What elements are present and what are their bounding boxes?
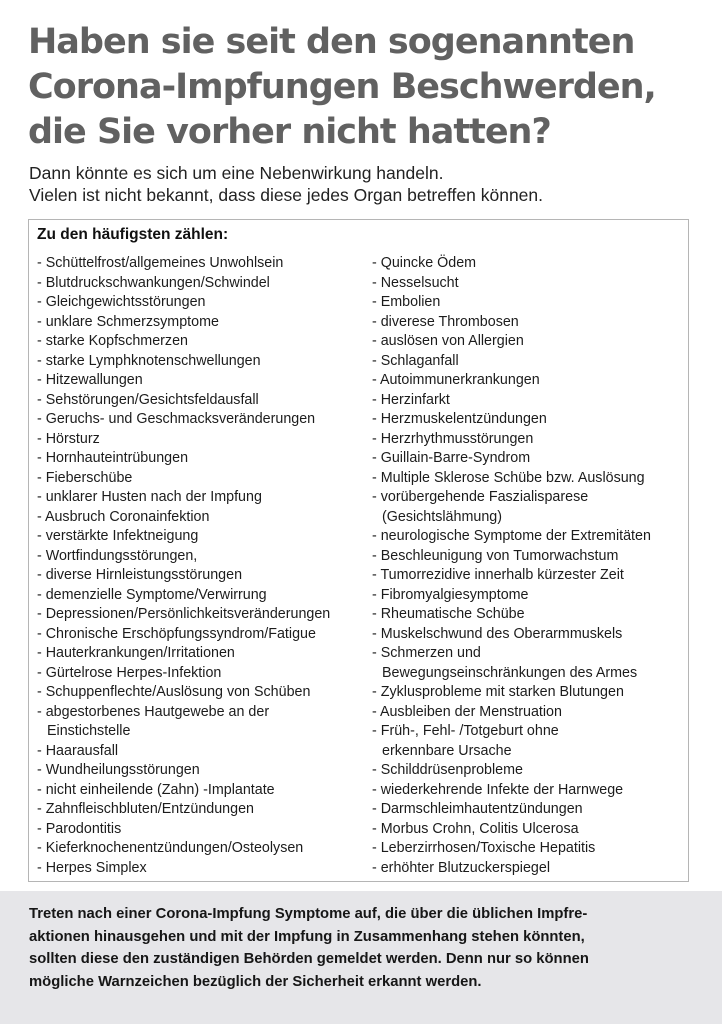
symptom-item bbox=[37, 742, 372, 762]
symptom-item bbox=[372, 527, 690, 547]
symptom-list-heading: Zu den häufigsten zählen: bbox=[37, 226, 229, 243]
symptom-item bbox=[372, 625, 690, 645]
symptom-item bbox=[37, 566, 372, 586]
symptom-item bbox=[37, 683, 372, 703]
symptom-text: - erhöhter Blutzuckerspiegel bbox=[372, 859, 551, 876]
symptom-text: - Gürtelrose Herpes-Infektion bbox=[37, 664, 222, 681]
symptom-text-continued: Einstichstelle bbox=[47, 723, 131, 739]
symptom-text: - Hörsturz bbox=[37, 430, 100, 447]
symptom-item bbox=[37, 859, 372, 879]
symptom-text: - Schilddrüsenprobleme bbox=[372, 762, 523, 778]
symptom-item bbox=[37, 781, 372, 801]
symptom-item bbox=[37, 625, 372, 645]
symptom-text: - auslösen von Allergien bbox=[372, 333, 524, 349]
symptom-text: - Morbus Crohn, Colitis Ulcerosa bbox=[372, 820, 579, 837]
intro-line: Vielen ist nicht bekannt, dass diese jedes Organ betreffen können. bbox=[29, 185, 544, 205]
symptom-text: - neurologische Symptome der Extremitäten bbox=[372, 528, 651, 544]
symptom-text: - Zyklusprobleme mit starken Blutungen bbox=[372, 684, 624, 700]
symptom-text: - Rheumatische Schübe bbox=[372, 606, 525, 622]
symptom-text: - Tumorrezidive innerhalb kürzester Zeit bbox=[372, 567, 624, 583]
symptom-text: - Schuppenflechte/Auslösung von Schüben bbox=[37, 684, 311, 700]
symptom-text-continued: Bewegungseinschränkungen des Armes bbox=[382, 664, 638, 681]
symptom-text: - vorübergehende Faszialisparese bbox=[372, 489, 589, 505]
symptom-text: - demenzielle Symptome/Verwirrung bbox=[37, 586, 267, 603]
intro-text bbox=[29, 162, 709, 206]
symptom-text: - Hitzewallungen bbox=[37, 372, 143, 388]
symptom-item bbox=[372, 293, 690, 313]
symptom-item bbox=[372, 800, 690, 820]
symptom-item bbox=[372, 722, 690, 761]
symptom-text: - Quincke Ödem bbox=[372, 255, 477, 271]
symptom-text: - Kieferknochenentzündungen/Osteolysen bbox=[37, 840, 304, 856]
symptom-text: - nicht einheilende (Zahn) -Implantate bbox=[37, 781, 275, 798]
symptom-text: - Haarausfall bbox=[37, 742, 119, 759]
symptom-text: - Nesselsucht bbox=[372, 274, 459, 291]
symptom-item bbox=[37, 508, 372, 528]
footer-line: aktionen hinausgehen und mit der Impfung in Zusammenhang stehen könnten, bbox=[29, 928, 585, 945]
footer-line: Treten nach einer Corona-Impfung Symptome auf, die über die üblichen Impfre- bbox=[29, 906, 588, 922]
symptom-item bbox=[37, 800, 372, 820]
symptom-item bbox=[372, 547, 690, 567]
symptom-text: - Schmerzen und bbox=[372, 645, 481, 661]
symptom-item bbox=[37, 254, 372, 274]
footer-text bbox=[29, 903, 699, 993]
symptom-item bbox=[37, 761, 372, 781]
symptom-text: - Parodontitis bbox=[37, 820, 122, 837]
symptom-text: - Hornhauteintrübungen bbox=[37, 450, 189, 466]
symptom-text: - Schlaganfall bbox=[372, 352, 459, 369]
symptom-text: - Schüttelfrost/allgemeines Unwohlsein bbox=[37, 255, 284, 271]
symptom-list-box bbox=[28, 219, 689, 882]
symptom-item bbox=[372, 703, 690, 723]
symptom-text: - Herzinfarkt bbox=[372, 391, 450, 408]
symptom-item bbox=[372, 566, 690, 586]
symptom-item bbox=[372, 859, 690, 879]
symptom-item bbox=[372, 781, 690, 801]
headline-line: die Sie vorher nicht hatten? bbox=[28, 112, 551, 152]
symptom-text: - Autoimmunerkrankungen bbox=[372, 372, 540, 388]
symptom-item bbox=[372, 488, 690, 527]
symptom-item bbox=[37, 527, 372, 547]
symptom-text: - abgestorbenes Hautgewebe an der bbox=[37, 703, 270, 720]
symptom-item bbox=[37, 293, 372, 313]
symptom-text: - Geruchs- und Geschmacksveränderungen bbox=[37, 411, 316, 427]
symptom-item bbox=[372, 371, 690, 391]
symptom-item bbox=[372, 410, 690, 430]
footer-notice bbox=[0, 891, 722, 1024]
symptom-item bbox=[372, 274, 690, 294]
headline-line: Haben sie seit den sogenannten bbox=[28, 22, 635, 62]
symptom-item bbox=[372, 430, 690, 450]
symptom-text-continued: (Gesichtslähmung) bbox=[382, 508, 502, 525]
symptom-item bbox=[37, 449, 372, 469]
symptom-item bbox=[372, 683, 690, 703]
symptom-item bbox=[37, 410, 372, 430]
symptom-text: - Gleichgewichtsstörungen bbox=[37, 294, 206, 310]
symptom-text: - diverese Thrombosen bbox=[372, 313, 519, 330]
symptom-item bbox=[372, 605, 690, 625]
symptom-item bbox=[372, 469, 690, 489]
symptom-text: - Fieberschübe bbox=[37, 469, 133, 486]
symptom-item bbox=[372, 352, 690, 372]
symptom-item bbox=[372, 839, 690, 859]
symptom-item bbox=[37, 664, 372, 684]
symptom-text: - Ausbruch Coronainfektion bbox=[37, 508, 210, 525]
symptom-item bbox=[37, 644, 372, 664]
symptom-item bbox=[37, 371, 372, 391]
symptom-text: - Sehstörungen/Gesichtsfeldausfall bbox=[37, 391, 259, 408]
symptom-item bbox=[372, 586, 690, 606]
symptom-item bbox=[37, 703, 372, 742]
symptom-text: - Guillain-Barre-Syndrom bbox=[372, 450, 531, 466]
symptom-item bbox=[37, 839, 372, 859]
symptom-text: - unklare Schmerzsymptome bbox=[37, 313, 219, 330]
symptom-text: - Beschleunigung von Tumorwachstum bbox=[372, 547, 619, 564]
symptom-item bbox=[37, 820, 372, 840]
symptom-text: - wiederkehrende Infekte der Harnwege bbox=[372, 781, 624, 798]
symptom-list-right bbox=[372, 254, 690, 878]
symptom-text: - Wortfindungsstörungen, bbox=[37, 547, 198, 564]
symptom-text: - Herpes Simplex bbox=[37, 859, 147, 876]
footer-line: sollten diese den zuständigen Behörden gemeldet werden. Denn nur so können bbox=[29, 951, 589, 967]
symptom-item bbox=[372, 332, 690, 352]
symptom-text: - Früh-, Fehl- /Totgeburt ohne bbox=[372, 723, 559, 739]
symptom-text: - Multiple Sklerose Schübe bzw. Auslösung bbox=[372, 469, 645, 486]
symptom-item bbox=[372, 391, 690, 411]
symptom-text: - Herzrhythmusstörungen bbox=[372, 430, 534, 447]
symptom-item bbox=[37, 352, 372, 372]
symptom-text: - Blutdruckschwankungen/Schwindel bbox=[37, 274, 270, 291]
symptom-item bbox=[37, 332, 372, 352]
symptom-item bbox=[37, 605, 372, 625]
symptom-text: - verstärkte Infektneigung bbox=[37, 528, 199, 544]
symptom-item bbox=[37, 430, 372, 450]
symptom-text: - Zahnfleischbluten/Entzündungen bbox=[37, 801, 254, 817]
symptom-item bbox=[37, 274, 372, 294]
symptom-item bbox=[37, 469, 372, 489]
symptom-text: - Darmschleimhautentzündungen bbox=[372, 801, 583, 817]
symptom-item bbox=[37, 586, 372, 606]
symptom-item bbox=[372, 313, 690, 333]
intro-line: Dann könnte es sich um eine Nebenwirkung handeln. bbox=[29, 163, 444, 183]
symptom-text: - Wundheilungsstörungen bbox=[37, 762, 200, 778]
symptom-text: - Ausbleiben der Menstruation bbox=[372, 703, 562, 720]
footer-line: mögliche Warnzeichen bezüglich der Sicherheit erkannt werden. bbox=[29, 973, 482, 990]
headline-line: Corona-Impfungen Beschwerden, bbox=[28, 67, 656, 107]
symptom-item bbox=[37, 547, 372, 567]
symptom-text: - Herzmuskelentzündungen bbox=[372, 411, 547, 427]
symptom-text: - diverse Hirnleistungsstörungen bbox=[37, 567, 243, 583]
symptom-list-left bbox=[37, 254, 372, 878]
symptom-text: - starke Kopfschmerzen bbox=[37, 333, 188, 349]
symptom-text: - Chronische Erschöpfungssyndrom/Fatigue bbox=[37, 625, 316, 642]
symptom-text: - Fibromyalgiesymptome bbox=[372, 586, 529, 603]
symptom-text: - Depressionen/Persönlichkeitsveränderungen bbox=[37, 606, 331, 622]
symptom-item bbox=[372, 761, 690, 781]
symptom-item bbox=[37, 313, 372, 333]
symptom-item bbox=[372, 254, 690, 274]
symptom-item bbox=[372, 644, 690, 683]
symptom-item bbox=[37, 391, 372, 411]
headline bbox=[28, 20, 708, 155]
symptom-text: - Leberzirrhosen/Toxische Hepatitis bbox=[372, 840, 596, 856]
symptom-item bbox=[37, 488, 372, 508]
symptom-text-continued: erkennbare Ursache bbox=[382, 742, 512, 759]
symptom-item bbox=[372, 820, 690, 840]
symptom-text: - unklarer Husten nach der Impfung bbox=[37, 489, 262, 505]
symptom-text: - Embolien bbox=[372, 294, 441, 310]
symptom-text: - Muskelschwund des Oberarmmuskels bbox=[372, 625, 623, 642]
symptom-text: - starke Lymphknotenschwellungen bbox=[37, 352, 261, 369]
symptom-item bbox=[372, 449, 690, 469]
symptom-text: - Hauterkrankungen/Irritationen bbox=[37, 645, 235, 661]
